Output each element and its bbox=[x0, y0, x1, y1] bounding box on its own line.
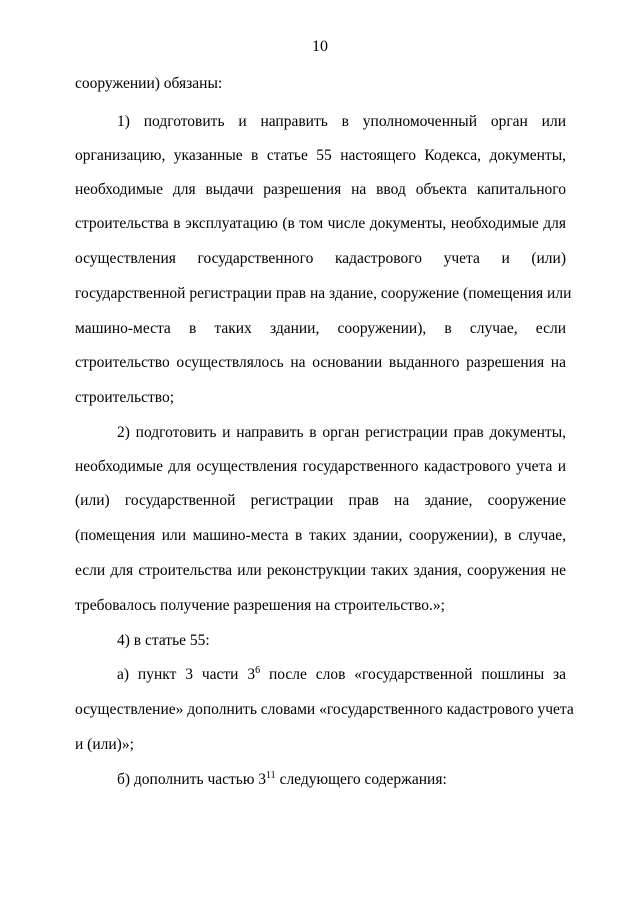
text-line: необходимые для выдачи разрешения на ввод объекта капитального bbox=[75, 181, 566, 198]
text-line: необходимые для осуществления государственного кадастрового учета и bbox=[75, 458, 566, 475]
superscript: 6 bbox=[255, 664, 261, 676]
text-line: сооружении) обязаны: bbox=[75, 75, 223, 92]
text-line: строительство осуществлялось на основании выданного разрешения на bbox=[75, 354, 566, 371]
text-line bbox=[117, 665, 566, 685]
text-line: осуществление» дополнить словами «государственного кадастрового учета bbox=[75, 701, 574, 718]
text-line bbox=[117, 770, 447, 790]
text-line: (помещения или машино-места в таких здании, сооружении), в случае, bbox=[75, 527, 566, 544]
text-line: осуществления государственного кадастрового учета и (или) bbox=[75, 250, 566, 267]
text-line: организацию, указанные в статье 55 настоящего Кодекса, документы, bbox=[75, 147, 566, 164]
text-segment: а) пункт 3 части 3 bbox=[117, 666, 256, 683]
text-line: требовалось получение разрешения на строительство.»; bbox=[75, 597, 445, 614]
text-line: если для строительства или реконструкции таких здания, сооружения не bbox=[75, 562, 566, 579]
text-segment: б) дополнить частью 3 bbox=[117, 771, 267, 788]
text-line: и (или)»; bbox=[75, 736, 134, 753]
text-line: машино-места в таких здании, сооружении), в случае, если bbox=[75, 320, 566, 337]
text-line: (или) государственной регистрации прав на здание, сооружение bbox=[75, 492, 566, 509]
superscript: 11 bbox=[266, 769, 276, 781]
text-line: государственной регистрации прав на здание, сооружение (помещения или bbox=[75, 285, 572, 302]
text-line: 2) подготовить и направить в орган регистрации прав документы, bbox=[117, 424, 566, 441]
text-line: строительство; bbox=[75, 389, 175, 406]
page-number: 10 bbox=[312, 38, 328, 55]
text-line: 4) в статье 55: bbox=[117, 632, 210, 649]
text-segment: после слов «государственной пошлины за bbox=[260, 666, 566, 683]
text-line: строительства в эксплуатацию (в том числе документы, необходимые для bbox=[75, 215, 566, 232]
text-line: 1) подготовить и направить в уполномоченный орган или bbox=[117, 113, 566, 130]
text-segment: следующего содержания: bbox=[275, 771, 447, 788]
